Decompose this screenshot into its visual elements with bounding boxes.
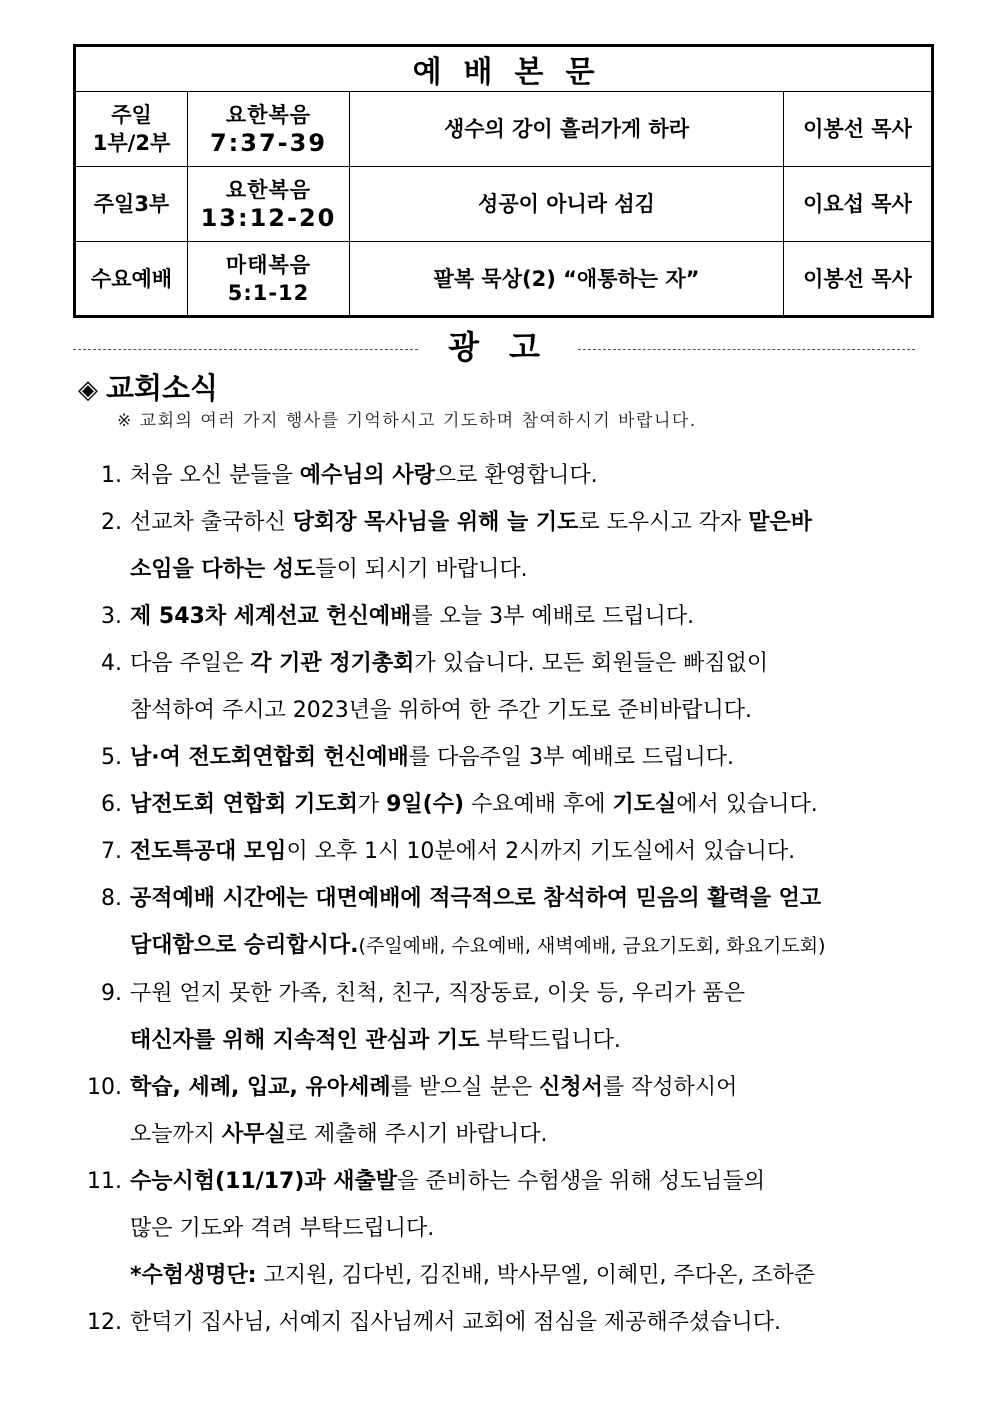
sermon-title: 성공이 아니라 섬김 bbox=[350, 167, 784, 242]
service-cell: 주일 1부/2부 bbox=[75, 92, 188, 167]
sermon-title: 생수의 강이 흘러가게 하라 bbox=[350, 92, 784, 167]
list-item: 1. 처음 오신 분들을 예수님의 사랑으로 환영합니다. bbox=[101, 463, 598, 488]
ads-heading bbox=[73, 322, 915, 366]
list-item: 3. 제 543차 세계선교 헌신예배를 오늘 3부 예배로 드립니다. bbox=[101, 604, 695, 629]
list-item: 2. 선교차 출국하신 당회장 목사님을 위해 늘 기도로 도우시고 각자 맡은바 bbox=[101, 510, 812, 535]
service-cell: 주일3부 bbox=[75, 167, 188, 242]
passage-cell: 요한복음 13:12-20 bbox=[188, 167, 350, 242]
list-item: 4. 다음 주일은 각 기관 정기총회가 있습니다. 모든 회원들은 빠짐없이 bbox=[101, 651, 769, 676]
worship-text-table bbox=[73, 44, 934, 318]
section-heading: ◈ 교회소식 bbox=[78, 371, 219, 405]
list-item: 12. 한덕기 집사님, 서예지 집사님께서 교회에 점심을 제공해주셨습니다. bbox=[87, 1310, 782, 1335]
table-row bbox=[75, 242, 933, 317]
passage-cell: 마태복음 5:1-12 bbox=[188, 242, 350, 317]
ads-title: 광고 bbox=[442, 328, 576, 366]
preacher: 이봉선 목사 bbox=[784, 92, 933, 167]
preacher: 이봉선 목사 bbox=[784, 242, 933, 317]
preacher: 이요섭 목사 bbox=[784, 167, 933, 242]
sermon-title: 팔복 묵상(2) “애통하는 자” bbox=[350, 242, 784, 317]
list-item: 11. 수능시험(11/17)과 새출발을 준비하는 수험생을 위해 성도님들의 bbox=[87, 1169, 766, 1194]
table-title: 예배본문 bbox=[75, 46, 933, 92]
list-item: 5. 남·여 전도회연합회 헌신예배를 다음주일 3부 예배로 드립니다. bbox=[101, 745, 734, 770]
list-item: 7. 전도특공대 모임이 오후 1시 10분에서 2시까지 기도실에서 있습니다. bbox=[101, 839, 796, 864]
list-item: 9. 구원 얻지 못한 가족, 친척, 친구, 직장동료, 이웃 등, 우리가 품은 bbox=[101, 981, 745, 1006]
list-item: 6. 남전도회 연합회 기도회가 9일(수) 수요예배 후에 기도실에서 있습니다. bbox=[101, 792, 818, 817]
list-item: 10. 학습, 세례, 입교, 유아세례를 받으실 분은 신청서를 작성하시어 bbox=[87, 1075, 738, 1100]
passage-cell: 요한복음 7:37-39 bbox=[188, 92, 350, 167]
section-note: ※ 교회의 여러 가지 행사를 기억하시고 기도하며 참여하시기 바랍니다. bbox=[117, 411, 697, 431]
service-cell: 수요예배 bbox=[75, 242, 188, 317]
table-row bbox=[75, 92, 933, 167]
table-row bbox=[75, 167, 933, 242]
diamond-icon: ◈ bbox=[78, 375, 98, 405]
announcement-list: 1. 처음 오신 분들을 예수님의 사랑으로 환영합니다. 2. 선교차 출국하신 당회장 목사님을 위해 늘 기도로 도우시고 각자 맡은바 소임을 다하는 성도들이 되시기 바랍니다. 3. 제 543차 세계선교 헌신예배를 오늘 3부 예배로 드립니다. 4. 다음 주일은 각 기관 정기총회가 있습니다. 모든 회원들은 빠짐없이 참석하여 주시고 2023년을 위하여 한 주간 기도로 준비바랍니다. 5. 남·여 전도회연합회 헌신예배를 다음주일 3부 예배로 드립니다. 6. 남전도회 연합회 기도회가 9일(수) 수요예배 후에 기도실에서 있습니다. 7. 전도특공대 모임이 오후 1시 10분에서 2시까지 기도실에서 있습니다. 8. 공적예배 시간에는 대면예배에 적극적으로 참석하여 믿음의 활력을 얻고 담대함으로 승리합시다.(주일예배, 수요예배, 새벽예배, 금요기도회, 화요기도회) 9. 구원 얻지 못한 가족, 친척, 친구, 직장동료, 이웃 등, 우리가 품은 태신자를 위해 지속적인 관심과 기도 부탁드립니다. 10. 학습, 세례, 입교, 유아세례를 받으실 분은 신청서를 작성하시어 오늘까지 사무실로 제출해 주시기 바랍니다. 11. 수능시험(11/17)과 새출발을 준비하는 수험생을 위해 성도님들의 많은 기도와 격려 부탁드립니다. *수험생명단: 고지원, 김다빈, 김진배, 박사무엘, 이혜민, 주다온, 조하준 12. 한덕기 집사님, 서예지 집사님께서 교회에 점심을 제공해주셨습니다. bbox=[70, 452, 910, 1346]
list-item: 8. 공적예배 시간에는 대면예배에 적극적으로 참석하여 믿음의 활력을 얻고 bbox=[101, 886, 822, 911]
